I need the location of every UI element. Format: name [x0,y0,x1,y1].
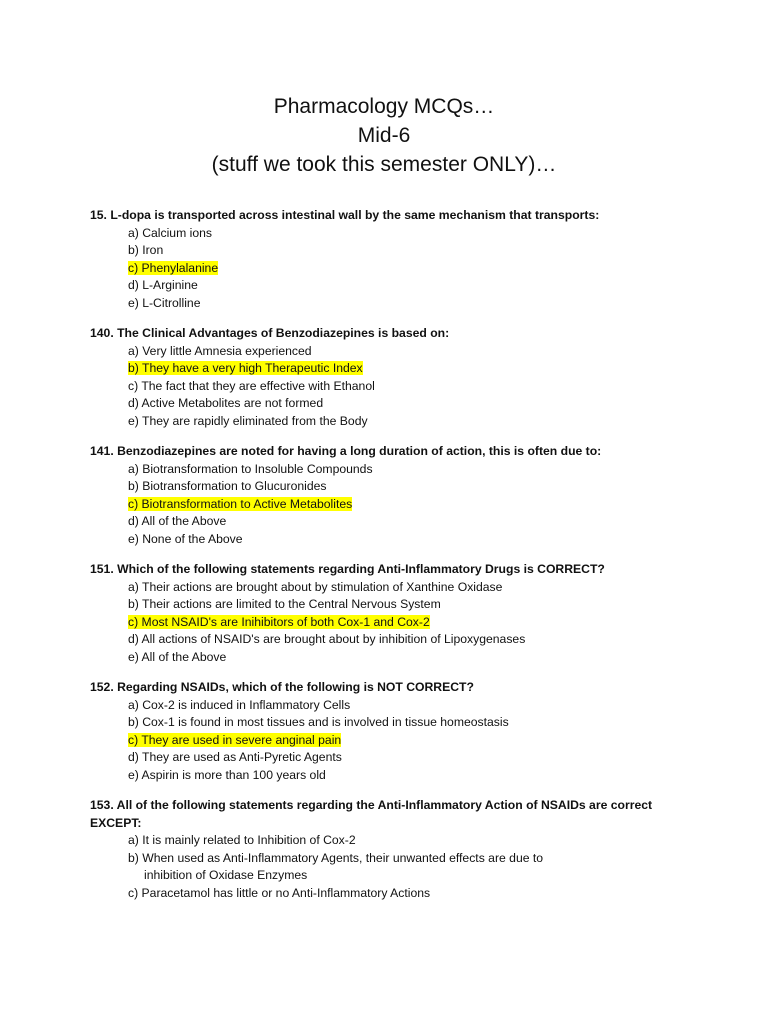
option-label: b) When used as Anti-Inflammatory Agents, their unwanted effects are due to [128,850,544,865]
option-c-correct [128,260,690,278]
question-text: 141. Benzodiazepines are noted for having a long duration of action, this is often due to: [90,444,602,458]
option-label: b) Their actions are limited to the Central Nervous System [128,597,441,611]
option-d [128,631,690,649]
option-list [90,579,690,667]
question-text: 153. All of the following statements regarding the Anti-Inflammatory Action of NSAIDs are correct EXCEPT: [90,798,653,830]
option-label: d) They are used as Anti-Pyretic Agents [128,750,342,764]
highlighted-answer: c) Biotransformation to Active Metabolites [128,496,353,511]
option-label: a) Calcium ions [128,225,212,240]
option-e [128,767,690,785]
option-b [128,714,690,732]
option-label: b) Cox-1 is found in most tissues and is involved in tissue homeostasis [128,715,509,729]
option-label: a) Cox-2 is induced in Inflammatory Cells [128,697,351,712]
option-d [128,395,690,413]
option-label: e) L-Citrolline [128,295,201,310]
question-text: 152. Regarding NSAIDs, which of the following is NOT CORRECT? [90,680,474,694]
question-152 [90,679,690,784]
option-list [90,461,690,549]
option-a [128,697,690,715]
option-label: d) All of the Above [128,514,227,528]
option-b [128,478,690,496]
option-a [128,225,690,243]
option-a [128,343,690,361]
option-label: c) The fact that they are effective with Ethanol [128,378,375,393]
option-label: a) Their actions are brought about by stimulation of Xanthine Oxidase [128,579,503,594]
option-c-correct [128,732,690,750]
question-151 [90,561,690,666]
highlighted-answer: c) They are used in severe anginal pain [128,732,342,747]
option-label: d) L-Arginine [128,278,198,292]
option-label: b) Iron [128,243,164,257]
option-e [128,413,690,431]
option-e [128,295,690,313]
highlighted-answer: b) They have a very high Therapeutic Index [128,361,363,375]
title-line-3: (stuff we took this semester ONLY)… [211,153,557,176]
highlighted-answer: c) Phenylalanine [128,260,219,275]
option-label: d) All actions of NSAID's are brought about by inhibition of Lipoxygenases [128,632,526,646]
question-text: 15. L-dopa is transported across intestinal wall by the same mechanism that transports: [90,208,600,222]
title-line-2: Mid-6 [357,124,411,147]
option-list [90,832,690,902]
option-list [90,697,690,785]
question-text: 140. The Clinical Advantages of Benzodiazepines is based on: [90,326,450,340]
option-d [128,277,690,295]
option-label-continuation: inhibition of Oxidase Enzymes [144,868,308,882]
document-title [0,92,768,179]
option-c [128,885,690,903]
option-a [128,579,690,597]
question-141 [90,443,690,548]
option-e [128,531,690,549]
option-a [128,832,690,850]
question-153 [90,797,690,902]
title-line-1: Pharmacology MCQs… [273,95,495,118]
question-15 [90,207,690,312]
option-b [128,850,690,885]
highlighted-answer: c) Most NSAID's are Inihibitors of both Cox-1 and Cox-2 [128,614,430,629]
option-e [128,649,690,667]
option-label: e) They are rapidly eliminated from the Body [128,413,368,428]
option-b-correct [128,360,690,378]
option-label: a) Biotransformation to Insoluble Compounds [128,461,373,476]
option-d [128,749,690,767]
option-b [128,596,690,614]
option-c-correct [128,614,690,632]
option-c [128,378,690,396]
option-c-correct [128,496,690,514]
option-label: a) It is mainly related to Inhibition of Cox-2 [128,833,356,847]
option-list [90,225,690,313]
option-label: e) Aspirin is more than 100 years old [128,767,326,782]
option-label: c) Paracetamol has little or no Anti-Inflammatory Actions [128,885,431,900]
option-label: a) Very little Amnesia experienced [128,343,312,358]
option-b [128,242,690,260]
option-label: e) None of the Above [128,531,243,546]
option-label: e) All of the Above [128,649,227,664]
question-140 [90,325,690,430]
option-list [90,343,690,431]
option-label: d) Active Metabolites are not formed [128,396,324,410]
option-label: b) Biotransformation to Glucuronides [128,479,327,493]
question-list [90,207,690,915]
option-d [128,513,690,531]
question-text: 151. Which of the following statements regarding Anti-Inflammatory Drugs is CORRECT? [90,562,605,576]
option-a [128,461,690,479]
